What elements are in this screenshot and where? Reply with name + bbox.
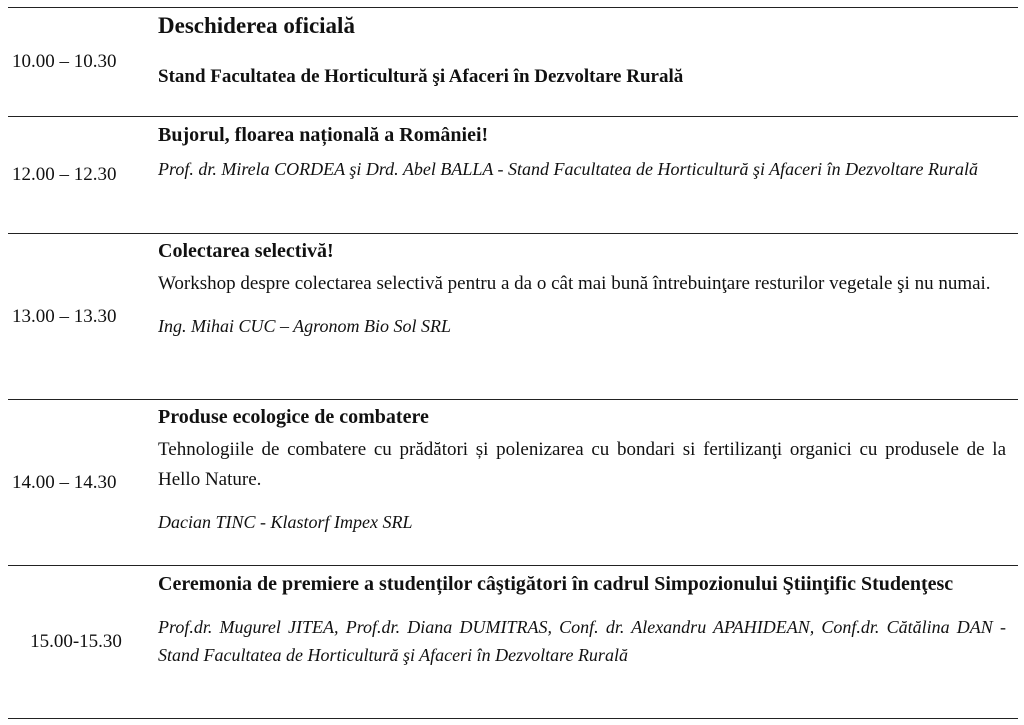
session-time: 12.00 – 12.30 <box>12 164 117 185</box>
session-presenters: Prof. dr. Mirela CORDEA şi Drd. Abel BALLA - Stand Facultatea de Horticultură şi Afaceri în Dezvoltare Rurală <box>158 159 978 179</box>
session-time: 14.00 – 14.30 <box>12 471 117 493</box>
session-description: Workshop despre colectarea selectivă pentru a da o cât mai bună întrebuinţare resturilor vegetale şi nu numai. <box>158 273 991 294</box>
session-location: Stand Facultatea de Horticultură şi Afaceri în Dezvoltare Rurală <box>158 66 684 87</box>
session-presenters: Prof.dr. Mugurel JITEA, Prof.dr. Diana DUMITRAS, Conf. dr. Alexandru APAHIDEAN, Conf.dr. Cătălina DAN - Stand Facultatea de Horticultură şi Afaceri în Dezvoltare Rurală <box>158 617 1006 665</box>
session-content <box>158 117 1018 233</box>
table-row <box>8 565 1018 719</box>
session-content <box>158 400 1018 565</box>
session-content <box>158 8 1018 116</box>
table-row <box>8 399 1018 565</box>
session-time: 13.00 – 13.30 <box>12 305 117 327</box>
session-title: Bujorul, floarea națională a României! <box>158 124 489 146</box>
session-title: Colectarea selectivă! <box>158 240 334 262</box>
session-presenters: Dacian TINC - Klastorf Impex SRL <box>158 512 413 532</box>
session-description: Tehnologiile de combatere cu prădători și polenizarea cu bondari si fertilizanţi organici cu produsele de la Hello Nature. <box>158 439 1006 490</box>
table-row <box>8 7 1018 116</box>
session-title: Produse ecologice de combatere <box>158 406 429 428</box>
table-row <box>8 233 1018 399</box>
session-content <box>158 234 1018 399</box>
session-time: 15.00-15.30 <box>30 631 122 652</box>
table-row <box>8 116 1018 233</box>
session-content <box>158 566 1018 718</box>
session-time: 10.00 – 10.30 <box>12 51 117 72</box>
session-title: Ceremonia de premiere a studenților câştigători în cadrul Simpozionului Ştiinţific Studenţesc <box>158 573 954 595</box>
session-title: Deschiderea oficială <box>158 13 355 38</box>
session-presenters: Ing. Mihai CUC – Agronom Bio Sol SRL <box>158 316 452 336</box>
